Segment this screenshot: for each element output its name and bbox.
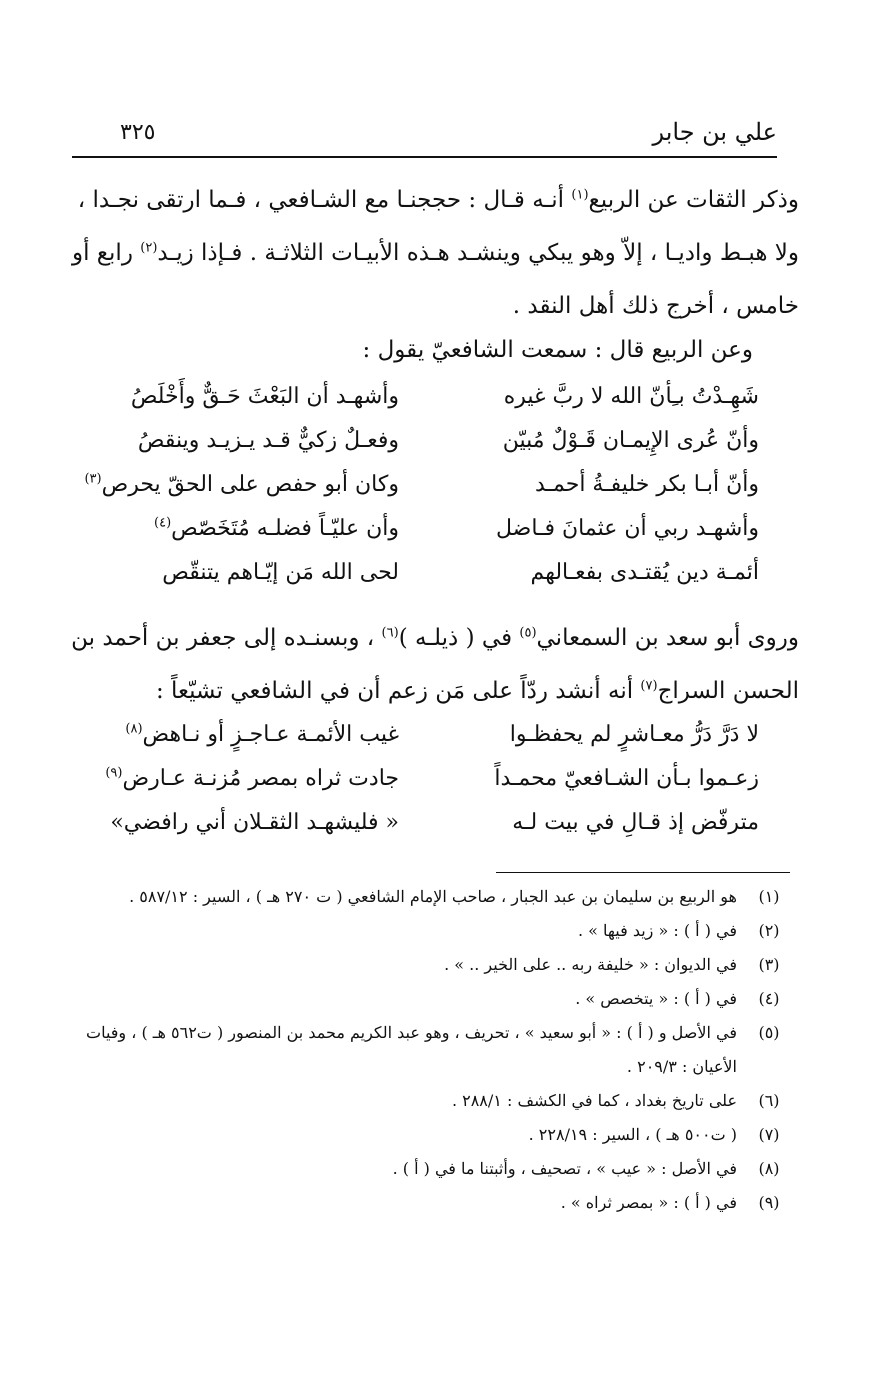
verse-first-hemistich: وأنّ عُرى الإِيمـان قَـوْلٌ مُبيّن	[502, 428, 759, 453]
footnote-number: (٧)	[758, 1125, 780, 1144]
text-line: وروى أبو سعد بن السمعاني$^{(٥)}$ في ( ذيلـه )$^{(٦)}$ ، وبسنـده إلى جعفر بن أحمد بن	[71, 625, 799, 651]
poem-second	[100, 722, 759, 854]
footnote-ref: (٥)	[519, 625, 537, 641]
verse-second-hemistich: غيب الأئمـة عـاجـزٍ أو نـاهض$^{(٨)}$	[125, 721, 399, 747]
text-line: وذكر الثقات عن الربيع$^{(١)}$ أنـه قـال : حججنـا مع الشـافعي ، فـما ارتقى نجـدا ،	[77, 187, 799, 213]
paragraph-poem-intro	[72, 324, 753, 377]
footnote-item	[68, 1118, 789, 1152]
header-rule	[72, 156, 777, 158]
poem-verse	[100, 766, 759, 810]
footnote-number: (٤)	[758, 989, 780, 1008]
footnote-number: (١)	[758, 887, 780, 906]
footnote-item	[68, 880, 789, 914]
footnote-number: (٥)	[758, 1023, 780, 1042]
header-title: علي بن جابر	[652, 118, 777, 146]
footnote-item	[68, 982, 789, 1016]
verse-second-hemistich: « فليشهـد الثقـلان أني رافضي»	[110, 810, 399, 835]
verse-second-hemistich: جادت ثراه بمصر مُزنـة عـارض$^{(٩)}$	[105, 765, 399, 791]
verse-second-hemistich: وكان أبو حفص على الحقّ يحرص$^{(٣)}$	[84, 471, 399, 497]
footnote-item	[68, 1016, 789, 1084]
verse-second-hemistich: لحى الله مَن إيّـاهم يتنقّص	[162, 560, 399, 585]
verse-second-hemistich: وفعـلٌ زكيٌّ قـد يـزيـد وينقصُ	[137, 428, 399, 453]
footnote-text: هو الربيع بن سليمان بن عبد الجبار ، صاحب الإمام الشافعي ( ت ٢٧٠ هـ ) ، السير : ٥٨٧/١٢ .	[129, 887, 737, 906]
text-line: وعن الربيع قال : سمعت الشافعيّ يقول :	[362, 337, 753, 363]
verse-first-hemistich: وأشهـد ربي أن عثمانَ فـاضل	[496, 516, 759, 541]
verse-first-hemistich: أئمـة دين يُقتـدى بفعـالهم	[530, 560, 759, 585]
verse-second-hemistich: وأشهـد أن البَعْثَ حَـقٌّ وأَخْلَصُ	[130, 384, 399, 409]
footnote-item	[68, 914, 789, 948]
footnote-number: (٩)	[758, 1193, 780, 1212]
poem-verse	[100, 384, 759, 428]
footnote-item	[68, 948, 789, 982]
poem-verse	[100, 428, 759, 472]
footnote-ref: (٦)	[381, 625, 399, 641]
footnote-ref: (٧)	[640, 678, 658, 694]
running-header	[72, 118, 777, 158]
footnote-text: في الأصل : « عيب » ، تصحيف ، وأثبتنا ما في ( أ ) .	[392, 1159, 737, 1178]
verse-second-hemistich: وأن عليّـاً فضلـه مُتَخَصّص$^{(٤)}$	[154, 515, 399, 541]
footnote-number: (٢)	[758, 921, 780, 940]
verse-first-hemistich: شَهِـدْتُ بـِأنّ الله لا ربَّ غيره	[503, 384, 759, 409]
footnote-number: (٨)	[758, 1159, 780, 1178]
footnotes	[68, 880, 789, 1220]
text-line: خامس ، أخرج ذلك أهل النقد .	[512, 293, 799, 319]
poem-verse	[100, 722, 759, 766]
footnote-number: (٣)	[758, 955, 780, 974]
text-line: ولا هبـط واديـا ، إلاّ وهو يبكي وينشـد هـذه الأبيـات الثلاثـة . فـإذا زيـد$^{(٢)}$ رابع أو	[71, 240, 799, 266]
poem-verse	[84, 471, 759, 516]
poem-verse	[100, 516, 759, 560]
footnote-text: في الديوان : « خليفة ربه .. على الخير .. » .	[444, 955, 737, 974]
footnote-separator	[496, 872, 790, 873]
verse-first-hemistich: مترفّض إذ قـالِ في بيت لـه	[512, 810, 759, 835]
footnote-ref: (٨)	[125, 721, 143, 737]
footnote-ref: (٢)	[140, 240, 158, 256]
footnote-text: على تاريخ بغداد ، كما في الكشف : ٢٨٨/١ .	[451, 1091, 737, 1110]
footnote-text: ( ت٥٠٠ هـ ) ، السير : ٢٢٨/١٩ .	[528, 1125, 737, 1144]
verse-first-hemistich: لا دَرَّ دَرُّ معـاشرٍ لم يحفظـوا	[509, 722, 759, 747]
poem-verse	[100, 560, 759, 604]
footnote-text: في ( أ ) : « بمصر ثراه » .	[560, 1193, 737, 1212]
paragraph-samani-narration	[72, 612, 799, 718]
verse-first-hemistich: زعـموا بـأن الشـافعيّ محمـداً	[494, 766, 759, 791]
text-line: الحسن السراج$^{(٧)}$ أنه أنشد ردّاً على مَن زعم أن في الشافعي تشيّعاً :	[155, 678, 799, 704]
footnote-text: في الأصل و ( أ ) : « أبو سعيد » ، تحريف ، وهو عبد الكريم محمد بن المنصور ( ت٥٦٢ هـ ) ، وفيات الأعيان : ٢٠٩/٣ .	[86, 1023, 737, 1076]
footnote-text: في ( أ ) : « يتخصص » .	[575, 989, 737, 1008]
footnote-item	[68, 1084, 789, 1118]
footnote-ref: (٩)	[105, 765, 123, 781]
poem-first	[84, 384, 759, 604]
verse-first-hemistich: وأنّ أبـا بكر خليفـةُ أحمـد	[535, 472, 759, 497]
footnote-ref: (٣)	[84, 471, 102, 487]
footnote-item	[68, 1186, 789, 1220]
page-number: ٣٢٥	[120, 120, 156, 145]
paragraph-rabi-narration	[72, 174, 799, 333]
footnote-text: في ( أ ) : « زيد فيها » .	[577, 921, 737, 940]
footnote-ref: (١)	[571, 187, 589, 203]
poem-verse	[100, 810, 759, 854]
footnote-item	[68, 1152, 789, 1186]
footnote-number: (٦)	[758, 1091, 780, 1110]
footnote-ref: (٤)	[154, 515, 172, 531]
